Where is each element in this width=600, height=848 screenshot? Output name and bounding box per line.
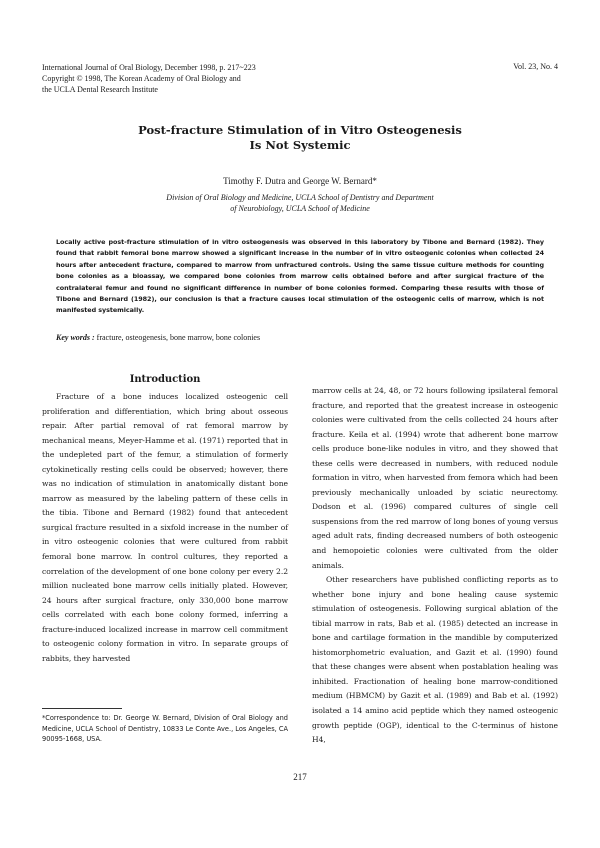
right-column bbox=[312, 384, 558, 748]
affiliation-line-1: Division of Oral Biology and Medicine, UCLA School of Dentistry and Department bbox=[166, 193, 434, 202]
paragraph: marrow cells at 24, 48, or 72 hours following ipsilateral femoral fracture, and reported that the greatest increase in osteogenic colonies were cultivated from the cells collected 24 hours after fracture. Keila et al. (1994) wrote that adherent bone marrow cells produce bone-like nodules in vitro, and they showed that these cells were decreased in numbers, with reduced nodule formation in vitro, when harvested from femora which had been previously mechanically unloaded by sciatic neurectomy. Dodson et al. (1996) compared cultures of single cell suspensions from the red marrow of long bones of young versus aged adult rats, finding decreased numbers of both osteogenic and hemopoietic colonies were cultivated from the older animals. bbox=[312, 386, 558, 570]
correspondence-footnote: *Correspondence to: Dr. George W. Bernard, Division of Oral Biology and Medicine, UCLA School of Dentistry, 10833 Le Conte Ave., Los Angeles, CA 90095-1668, USA. bbox=[42, 714, 288, 743]
title-line-1: Post-fracture Stimulation of in Vitro Osteogenesis bbox=[138, 123, 462, 137]
journal-line: the UCLA Dental Research Institute bbox=[42, 85, 158, 94]
left-column bbox=[42, 374, 288, 666]
keywords-list: fracture, osteogenesis, bone marrow, bone colonies bbox=[96, 333, 261, 342]
volume-label: Vol. 23, No. 4 bbox=[513, 62, 558, 71]
affiliation-line-2: of Neurobiology, UCLA School of Medicine bbox=[230, 204, 370, 213]
title-line-2: Is Not Systemic bbox=[249, 138, 351, 152]
page-number: 217 bbox=[293, 772, 307, 782]
footnote-divider bbox=[42, 708, 122, 709]
authors: Timothy F. Dutra and George W. Bernard* bbox=[223, 176, 377, 186]
journal-citation bbox=[42, 62, 372, 95]
article-title bbox=[42, 123, 558, 153]
journal-line: Copyright © 1998, The Korean Academy of Oral Biology and bbox=[42, 74, 241, 83]
section-title: Introduction bbox=[129, 374, 201, 385]
journal-line: International Journal of Oral Biology, December 1998, p. 217~223 bbox=[42, 63, 256, 72]
keywords-label: Key words : bbox=[56, 333, 95, 342]
abstract: Locally active post-fracture stimulation of in vitro osteogenesis was observed in this laboratory by Tibone and Bernard (1982). They found that rabbit femoral bone marrow showed a significant increase in the number of in vitro osteogenic colonies when collected 24 hours after antecedent fracture, compared to marrow from unfractured controls. Using the same tissue culture methods for counting bone colonies as a bioassay, we compared bone colonies from marrow cells obtained before and after surgical fracture of the contralateral femur and found no significant difference in number of bone colonies formed. Comparing these results with those of Tibone and Bernard (1982), our conclusion is that a fracture causes local stimulation of the osteogenic cells of marrow, which is not manifested systemically. bbox=[56, 238, 544, 315]
paragraph: Other researchers have published conflicting reports as to whether bone injury and bone healing cause systemic stimulation of osteogenesis. Following surgical ablation of the tibial marrow in rats, Bab et al. (1985) detected an increase in bone and cartilage formation in the mandible by computerized histomorphometric evaluation, and Gazit et al. (1990) found that these changes were absent when postablation healing was inhibited. Fractionation of healing bone marrow-conditioned medium (HBMCM) by Gazit et al. (1989) and Bab et al. (1992) isolated a 14 amino acid peptide which they named osteogenic growth peptide (OGP), identical to the C-terminus of histone H4, bbox=[312, 575, 558, 745]
paragraph: Fracture of a bone induces localized osteogenic cell proliferation and differentiation, which bring about osseous repair. After partial removal of rat femoral marrow by mechanical means, Meyer-Hamme et al. (1971) reported that in the undepleted part of the femur, a stimulation of formerly cytokinetically resting cells could be observed; however, there was no indication of stimulation in anatomically distant bone marrow as measured by the labeling pattern of these cells in the tibia. Tibone and Bernard (1982) found that antecedent surgical fracture resulted in a sixfold increase in the number of in vitro osteogenic colonies that were cultured from rabbit femoral bone marrow. In control cultures, they reported a correlation of the development of one bone colony per every 2.2 million nucleated bone marrow cells initially plated. However, 24 hours after surgical fracture, only 330,000 bone marrow cells correlated with each bone colony formed, inferring a fracture-induced localized increase in marrow cell commitment to osteogenic colony formation in vitro. In separate groups of rabbits, they harvested bbox=[42, 392, 288, 663]
affiliation bbox=[42, 192, 558, 214]
keywords bbox=[56, 333, 544, 342]
